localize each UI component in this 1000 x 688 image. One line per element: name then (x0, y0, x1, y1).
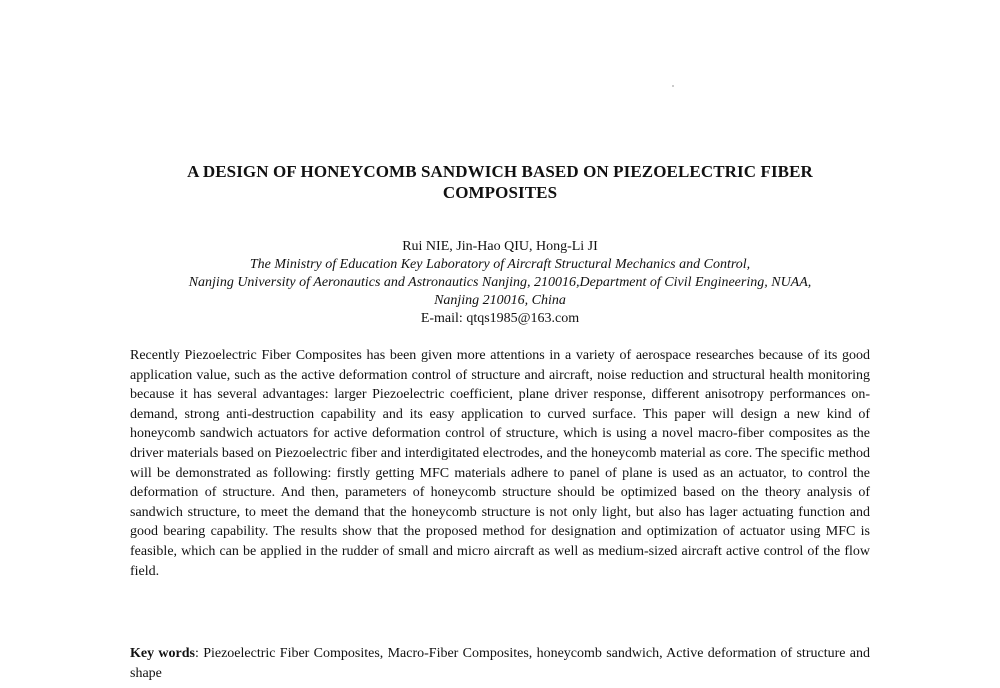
affiliation-line-3: Nanjing 210016, China (434, 293, 566, 308)
abstract-paragraph: Recently Piezoelectric Fiber Composites has been given more attentions in a variety of aerospace researches because of its good application value, such as the active deformation control of structure and aircraft, noise reduction and structural health monitoring because it has several advantages: larger Piezoelectric coefficient, plane driver response, different anisotropy performances on-demand, strong anti-destruction capability and its easy application to curved surface. This paper will design a new kind of honeycomb sandwich actuators for active deformation control of structure, which is using a novel macro-fiber composites as the driver materials based on Piezoelectric fiber and interdigitated electrodes, and the honeycomb material as core. The specific method will be demonstrated as following: firstly getting MFC materials adhere to panel of plane is used as an actuator, to control the deformation of structure. And then, parameters of honeycomb structure should be optimized based on the theory analysis of sandwich structure, to meet the demand that the honeycomb structure is not only light, but also has lager actuating function and good bearing capability. The results show that the proposed method for designation and optimization of actuator using MFC is feasible, which can be applied in the rudder of small and micro aircraft as well as medium-sized aircraft active control of the flow field. (130, 348, 870, 579)
keywords-text: : Piezoelectric Fiber Composites, Macro-Fiber Composites, honeycomb sandwich, Active deformation of structure and shape (130, 646, 870, 681)
author-block (130, 238, 870, 328)
affiliation-line-1: The Ministry of Education Key Laboratory of Aircraft Structural Mechanics and Control, (249, 257, 751, 272)
affiliation-line-2: Nanjing University of Aeronautics and Astronautics Nanjing, 210016,Department of Civil Engineering, NUAA, (188, 275, 812, 290)
author-names: Rui NIE, Jin-Hao QIU, Hong-Li JI (402, 239, 598, 254)
scan-speck (672, 85, 674, 87)
author-email: E-mail: qtqs1985@163.com (420, 311, 580, 326)
keywords-paragraph (130, 644, 870, 683)
paper-title: A DESIGN OF HONEYCOMB SANDWICH BASED ON PIEZOELECTRIC FIBER COMPOSITES (187, 162, 813, 202)
keywords-label: Key words (130, 646, 195, 661)
